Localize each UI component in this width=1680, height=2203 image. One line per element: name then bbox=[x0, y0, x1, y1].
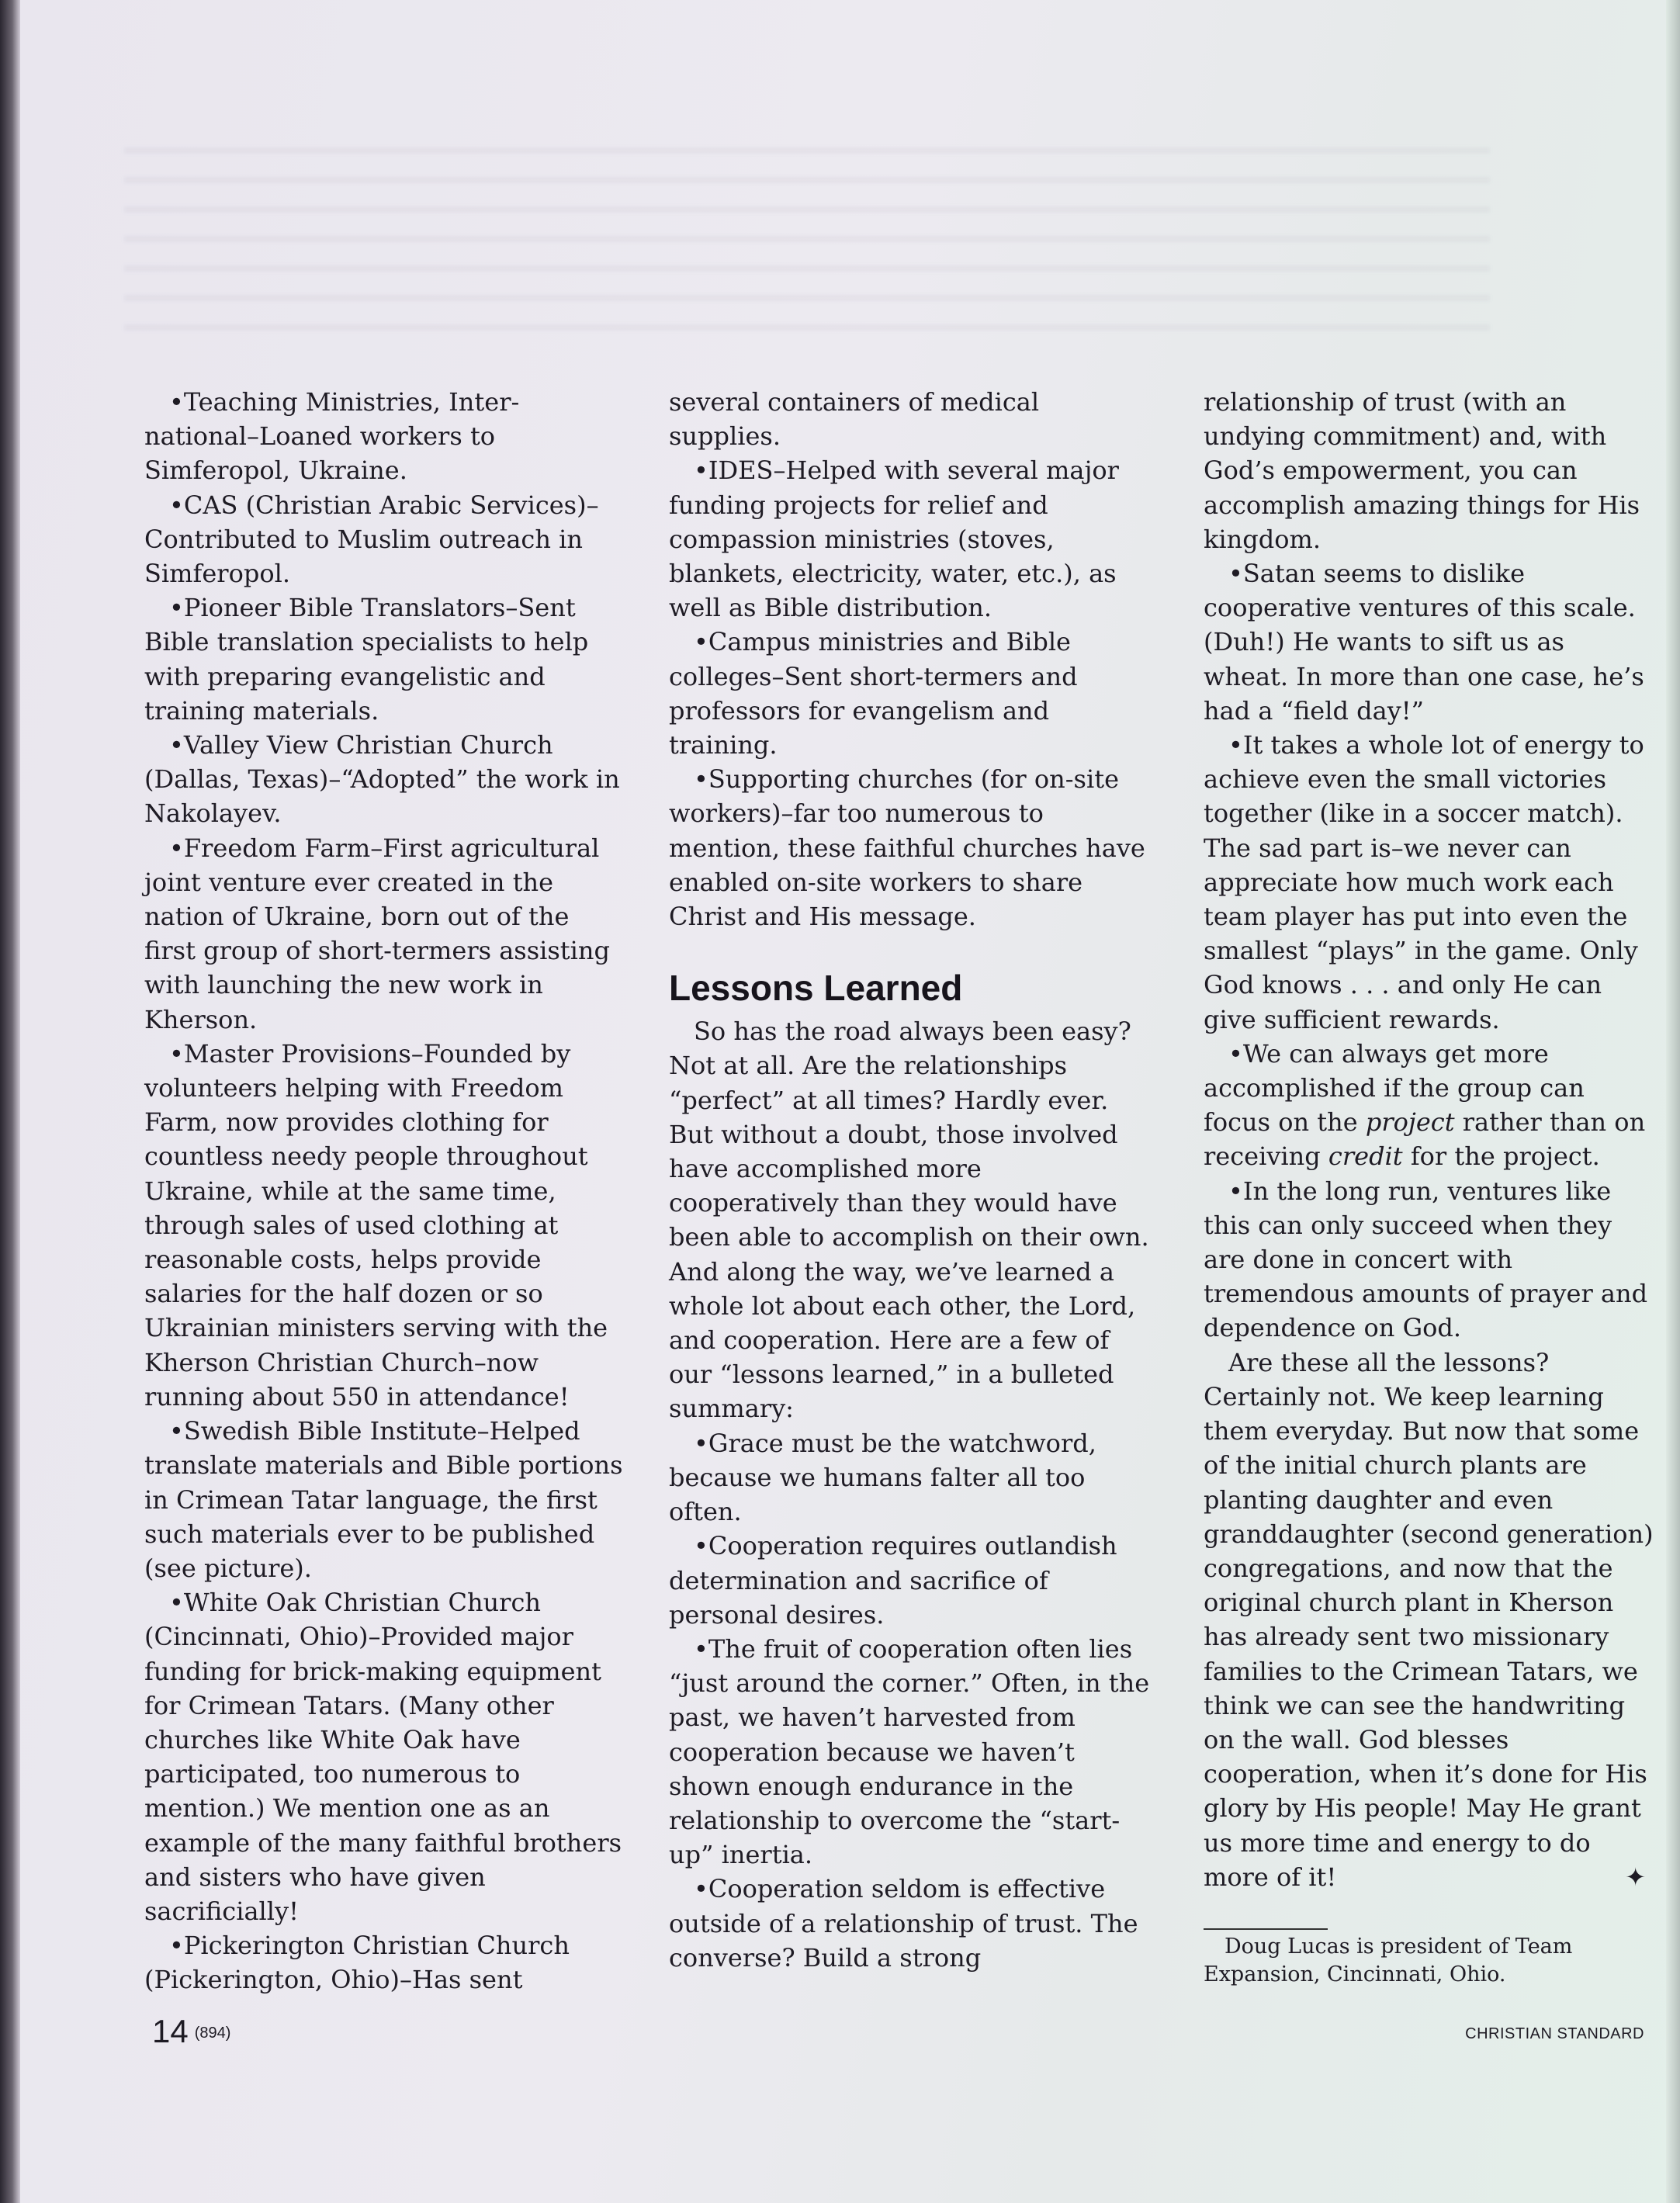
paragraph: •The fruit of cooperation often lies “just around the corner.” Often, in the past, we haven’t harvested from cooperation because we haven’t shown enough endurance in the relationship to overcome the “start-up” inertia. bbox=[669, 1633, 1150, 1870]
text-run: rather than on receiving bbox=[1204, 1107, 1646, 1172]
paragraph: •Pickerington Christian Church (Pickerington, Ohio)–Has sent bbox=[144, 1931, 570, 1995]
emphasis-credit: credit bbox=[1328, 1141, 1403, 1172]
paragraph: •Supporting churches (for on-site workers)–far too numerous to mention, these faithful churches have enabled on-site workers to share Christ and His message. bbox=[669, 764, 1145, 932]
column-1 bbox=[144, 385, 625, 1997]
page-number: 14 bbox=[152, 2013, 189, 2049]
page-number-block bbox=[152, 2013, 230, 2050]
byline-rule bbox=[1204, 1928, 1328, 1930]
paragraph bbox=[1204, 1037, 1654, 1174]
paragraph: •Freedom Farm–First agricultural joint venture ever created in the nation of Ukraine, born out of the first group of short-termers assisting with launching the new work in Kherson. bbox=[144, 833, 610, 1034]
text-run: for the project. bbox=[1402, 1141, 1600, 1172]
paragraph: several containers of medical supplies. bbox=[669, 387, 1040, 452]
page-edge bbox=[1666, 0, 1680, 2203]
paragraph bbox=[1204, 1346, 1654, 1894]
paragraph: •Cooperation requires outlandish determination and sacrifice of personal desires. bbox=[669, 1531, 1117, 1630]
paragraph: •Teaching Ministries, Inter-national–Loaned workers to Simferopol, Ukraine. bbox=[144, 387, 520, 486]
paragraph: •Pioneer Bible Translators–Sent Bible translation specialists to help with preparing evangelistic and training materials. bbox=[144, 593, 589, 726]
publication-name: CHRISTIAN STANDARD bbox=[1465, 2025, 1644, 2042]
section-heading: Lessons Learned bbox=[669, 968, 963, 1009]
emphasis-project: project bbox=[1365, 1107, 1455, 1138]
paragraph-text: Are these all the lessons? Certainly not. We keep learning them everyday. But now that some of the initial church plants are planting daughter and even granddaughter (second generation) congregations, and now that the original church plant in Kherson has already sent two missionary families to the Crimean Tatars, we think we can see the handwriting on the wall. God blesses cooperation, when it’s done for His glory by His people! May He grant us more time and energy to do more of it! bbox=[1204, 1347, 1654, 1892]
paragraph: •Grace must be the watchword, because we humans falter all too often. bbox=[669, 1428, 1096, 1527]
paragraph: •CAS (Christian Arabic Services)–Contributed to Muslim outreach in Simferopol. bbox=[144, 490, 599, 589]
paragraph: •In the long run, ventures like this can only succeed when they are done in concert with tremendous amounts of prayer and dependence on God. bbox=[1204, 1176, 1648, 1343]
paragraph: •It takes a whole lot of energy to achieve even the small victories together (like in a soccer match). The sad part is–we never can appreciate how much work each team player has put into even the smallest “plays” in the game. Only God knows . . . and only He can give sufficient rewards. bbox=[1204, 730, 1644, 1034]
paragraph: •Cooperation seldom is effective outside of a relationship of trust. The converse? Build a strong bbox=[669, 1874, 1138, 1973]
byline bbox=[1204, 1933, 1654, 1989]
paragraph: relationship of trust (with an undying commitment) and, with God’s empowerment, you can accomplish amazing things for His kingdom. bbox=[1204, 387, 1640, 554]
show-through-text bbox=[124, 124, 1490, 334]
paragraph: •Master Provisions–Founded by volunteers helping with Freedom Farm, now provides clothing for countless needy people throughout Ukraine, while at the same time, through sales of used clothing at reasonable costs, helps provide salaries for the half dozen or so Ukrainian ministers serving with the Kherson Christian Church–now running about 550 in attendance! bbox=[144, 1038, 608, 1412]
text-run: •We can always get more accomplished if the group can focus on the bbox=[1204, 1038, 1585, 1138]
paragraph: So has the road always been easy? Not at all. Are the relationships “perfect” at all times? Hardly ever. But without a doubt, those involved have accomplished more cooperatively than they would have been able to accomplish on their own. And along the way, we’ve learned a whole lot about each other, the Lord, and cooperation. Here are a few of our “lessons learned,” in a bulleted summary: bbox=[669, 1017, 1149, 1424]
paragraph: •Campus ministries and Bible colleges–Sent short-termers and professors for evangelism and training. bbox=[669, 627, 1078, 760]
paragraph: •IDES–Helped with several major funding projects for relief and compassion ministries (stoves, blankets, electricity, water, etc.), as well as Bible distribution. bbox=[669, 455, 1119, 623]
end-of-article-mark: ✦ bbox=[1625, 1862, 1646, 1892]
column-3 bbox=[1204, 385, 1654, 1989]
paragraph: •Swedish Bible Institute–Helped translate materials and Bible portions in Crimean Tatar language, the first such materials ever to be published (see picture). bbox=[144, 1416, 623, 1583]
paragraph: •Satan seems to dislike cooperative ventures of this scale. (Duh!) He wants to sift us as wheat. In more than one case, he’s had a “field day!” bbox=[1204, 559, 1644, 726]
issue-page-number: (894) bbox=[194, 2025, 231, 2042]
paragraph: •Valley View Christian Church (Dallas, Texas)–“Adopted” the work in Nakolayev. bbox=[144, 730, 620, 829]
page-binding-shadow bbox=[0, 0, 20, 2203]
column-2 bbox=[669, 385, 1158, 1975]
paragraph: •White Oak Christian Church (Cincinnati, Ohio)–Provided major funding for brick-making equipment for Crimean Tatars. (Many other churches like White Oak have participated, too numerous to mention.) We mention one as an example of the many faithful brothers and sisters who have given sacrificially! bbox=[144, 1588, 622, 1926]
byline-text: Doug Lucas is president of Team Expansion, Cincinnati, Ohio. bbox=[1204, 1934, 1573, 1987]
